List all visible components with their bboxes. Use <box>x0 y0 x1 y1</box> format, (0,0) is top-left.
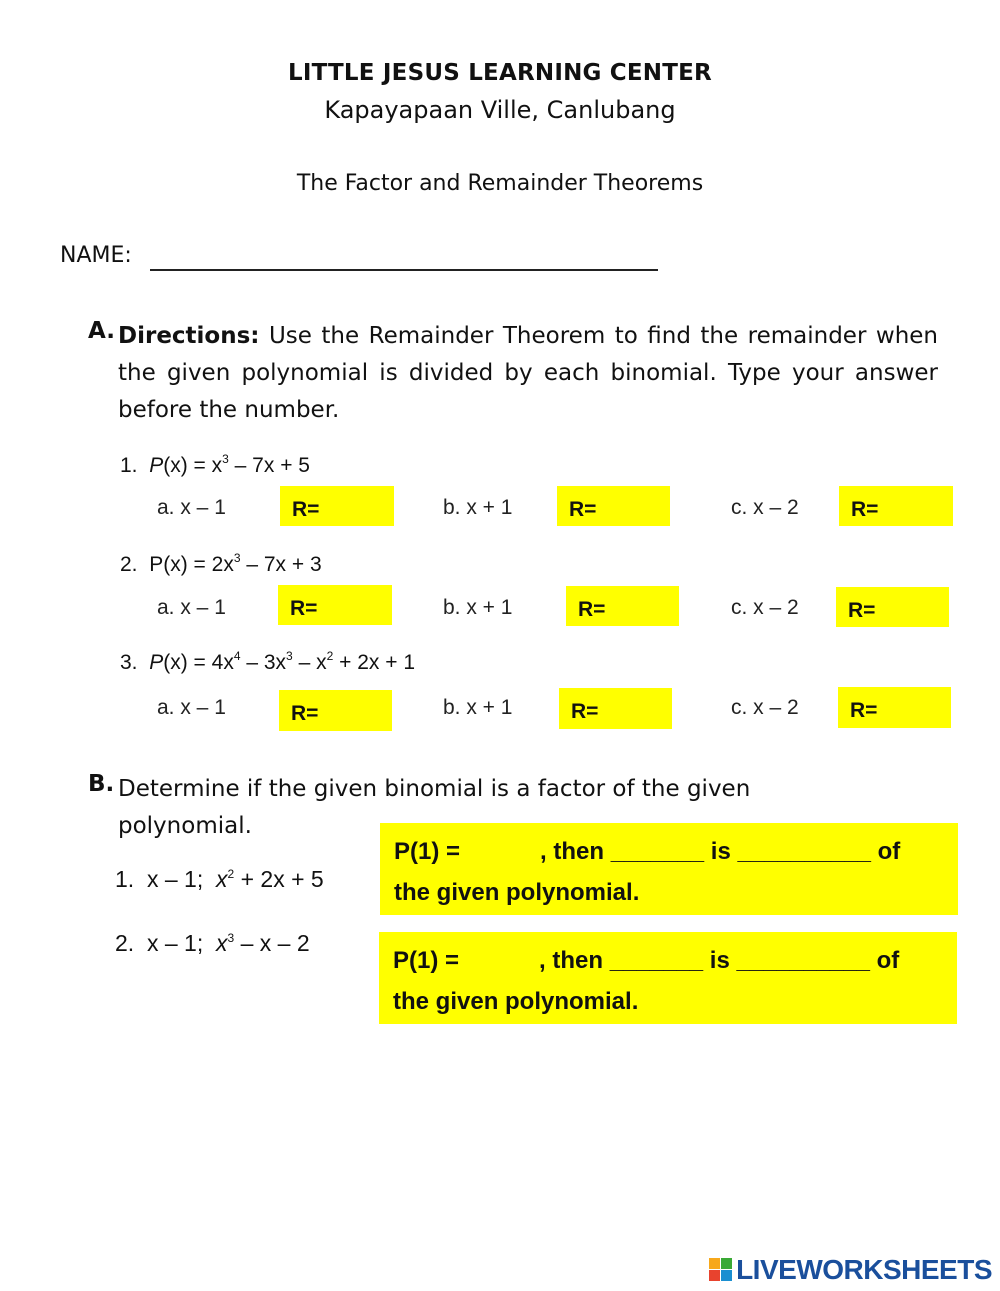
poly-rest: – 7x + 3 <box>240 553 322 576</box>
problem-number: 1. <box>115 866 135 892</box>
poly-exp: 2 <box>227 867 235 881</box>
item-a3c: c. x – 2 <box>731 696 799 719</box>
poly-exp: 3 <box>222 452 229 466</box>
poly-p: P <box>149 651 164 674</box>
item-a2a: a. x – 1 <box>157 596 226 619</box>
name-blank-line[interactable] <box>150 269 658 271</box>
problem-number: 1. <box>120 454 138 477</box>
problem-a2 <box>120 553 322 577</box>
answer-box-1b[interactable]: R= <box>557 486 670 526</box>
problem-b2 <box>115 930 310 957</box>
section-a-letter: A. <box>88 318 115 344</box>
poly-exp: 3 <box>233 551 241 565</box>
liveworksheets-brand <box>709 1254 992 1286</box>
directions-text: Use the Remainder Theorem to find the remainder when the given polynomial is divided by each binomial. Type your answer before the number. <box>118 323 938 423</box>
problem-number: 2. <box>115 930 135 956</box>
factor-box-line1: P(1) = , then _______ is __________ of <box>393 947 900 974</box>
item-a1c: c. x – 2 <box>731 496 799 519</box>
liveworksheets-logo-icon <box>709 1258 733 1282</box>
worksheet-title: The Factor and Remainder Theorems <box>296 171 704 196</box>
poly-mid2: – x <box>292 651 327 674</box>
brand-name: LIVEWORKSHEETS <box>736 1254 992 1285</box>
poly-p: P <box>149 553 164 576</box>
factor-box-line1: P(1) = , then _______ is __________ of <box>394 838 901 865</box>
school-name: LITTLE JESUS LEARNING CENTER <box>288 60 712 86</box>
poly-base: x <box>216 866 228 892</box>
answer-box-2a[interactable]: R= <box>278 585 392 625</box>
school-address: Kapayapaan Ville, Canlubang <box>324 96 676 124</box>
answer-box-1c[interactable]: R= <box>839 486 953 526</box>
poly-base: x <box>216 930 228 956</box>
section-a-directions <box>118 318 938 429</box>
answer-box-3b[interactable]: R= <box>559 688 672 729</box>
poly-eq: = x <box>187 454 223 477</box>
answer-box-2b[interactable]: R= <box>566 586 679 626</box>
poly-exp: 4 <box>233 649 241 663</box>
answer-box-1a[interactable]: R= <box>280 486 394 526</box>
factor-box-line2: the given polynomial. <box>393 988 639 1015</box>
factor-answer-box-2[interactable] <box>379 932 957 1024</box>
problem-b1 <box>115 866 324 893</box>
poly-exp2: 3 <box>286 649 293 663</box>
item-a2b: b. x + 1 <box>443 596 513 619</box>
directions-label: Directions: <box>118 323 260 349</box>
poly-eq: = 4x <box>187 651 234 674</box>
answer-box-3c[interactable]: R= <box>838 687 951 728</box>
item-a3b: b. x + 1 <box>443 696 513 719</box>
section-b-letter: B. <box>88 771 115 797</box>
item-a1a: a. x – 1 <box>157 496 226 519</box>
item-a1b: b. x + 1 <box>443 496 513 519</box>
binomial: x – 1; <box>146 866 204 892</box>
poly-mid: – 3x <box>240 651 287 674</box>
factor-box-line2: the given polynomial. <box>394 879 640 906</box>
answer-box-3a[interactable]: R= <box>279 690 392 731</box>
problem-number: 2. <box>120 553 138 576</box>
binomial: x – 1; <box>146 930 204 956</box>
problem-a1 <box>120 454 310 478</box>
name-label: NAME: <box>60 243 132 268</box>
poly-rest: – x – 2 <box>234 930 310 956</box>
poly-p: P <box>149 454 164 477</box>
item-a3a: a. x – 1 <box>157 696 226 719</box>
poly-paren: (x) <box>163 454 188 477</box>
section-b-directions: Determine if the given binomial is a factor of the given polynomial. <box>118 776 751 839</box>
answer-box-2c[interactable]: R= <box>836 587 949 627</box>
factor-answer-box-1[interactable] <box>380 823 958 915</box>
poly-rest: + 2x + 1 <box>333 651 416 674</box>
problem-a3 <box>120 651 415 675</box>
poly-paren: (x) <box>163 553 188 576</box>
poly-exp: 3 <box>227 931 235 945</box>
poly-rest: – 7x + 5 <box>228 454 310 477</box>
poly-exp3: 2 <box>326 649 334 663</box>
problem-number: 3. <box>120 651 138 674</box>
poly-rest: + 2x + 5 <box>234 866 324 892</box>
item-a2c: c. x – 2 <box>731 596 799 619</box>
poly-paren: (x) <box>163 651 188 674</box>
poly-eq: = 2x <box>187 553 234 576</box>
